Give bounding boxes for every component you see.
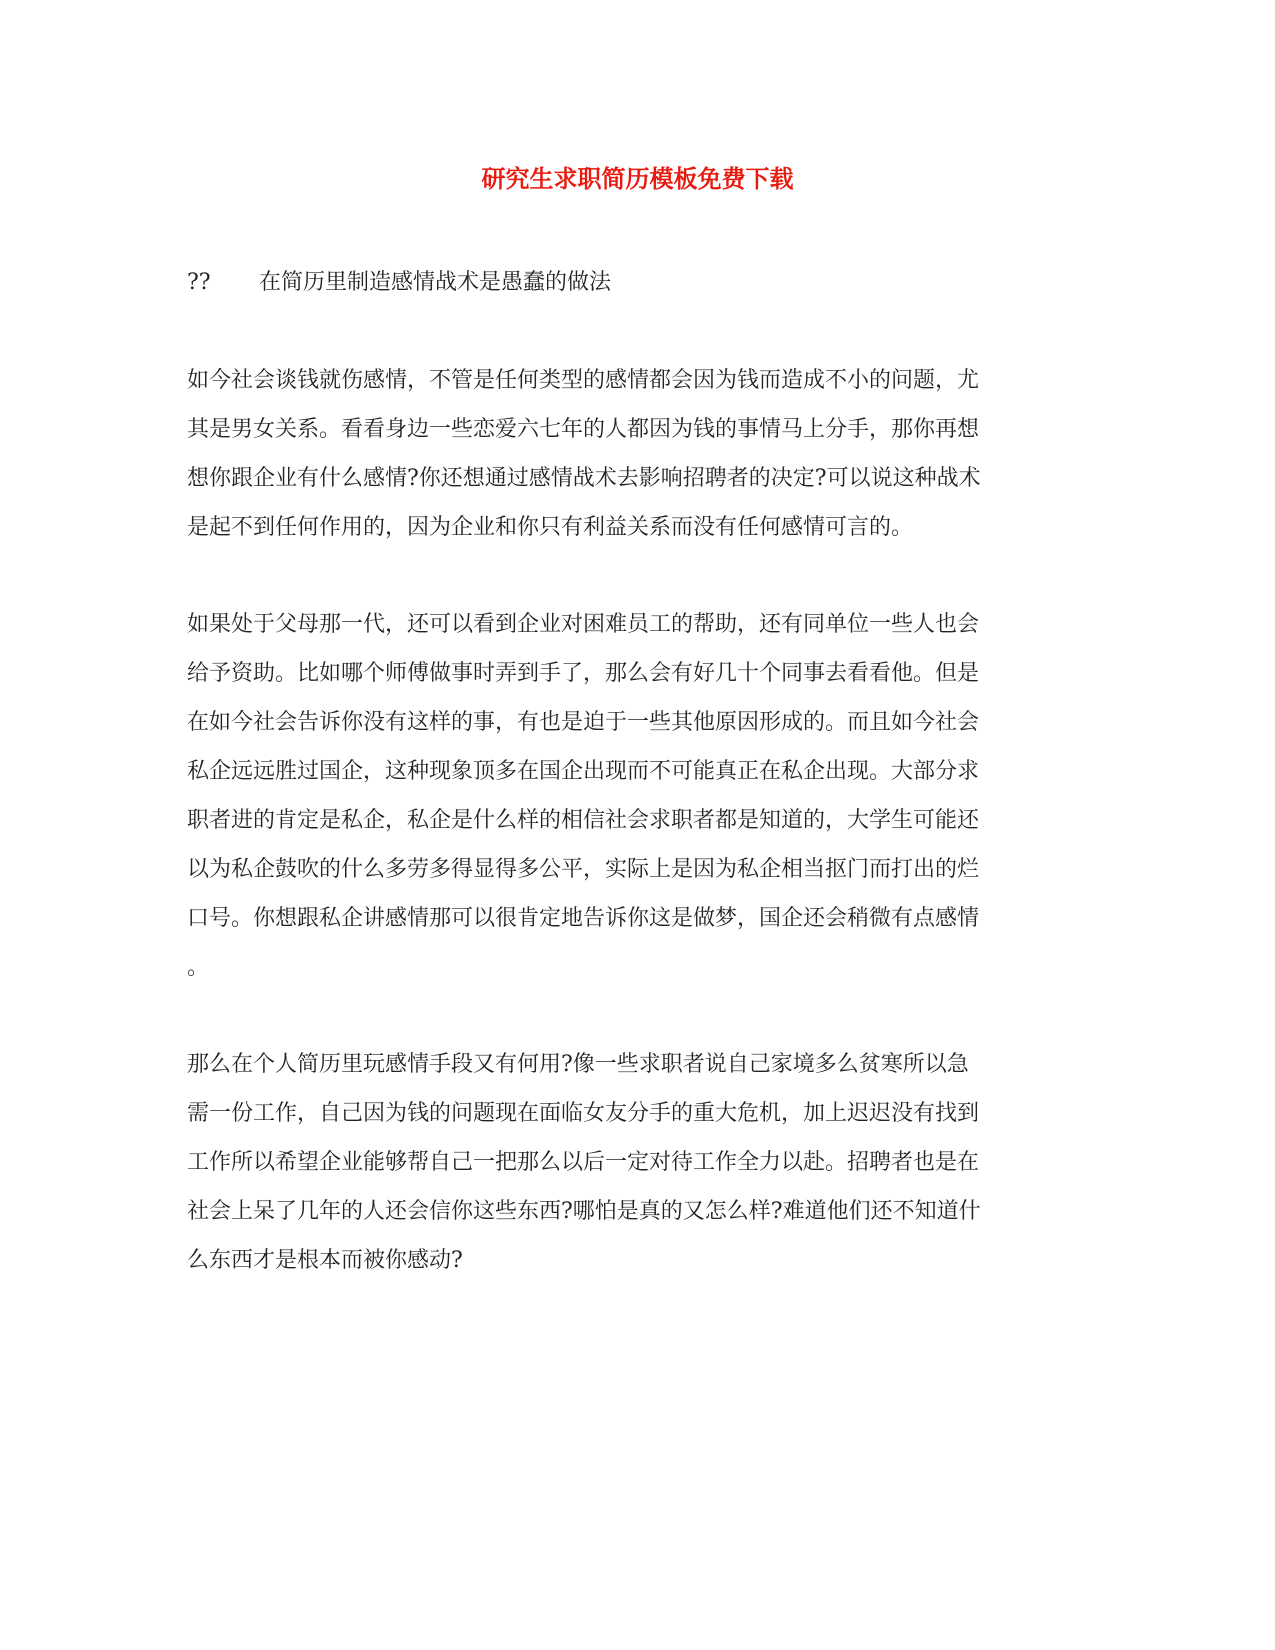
subheading-text: 在简历里制造感情战术是愚蠢的做法 xyxy=(259,270,612,295)
document-title: 研究生求职简历模板免费下载 xyxy=(481,164,794,193)
paragraph-line: 如今社会谈钱就伤感情，不管是任何类型的感情都会因为钱而造成不小的问题，尤 xyxy=(187,368,980,393)
paragraph-line: 那么在个人简历里玩感情手段又有何用?像一些求职者说自己家境多么贫寒所以急 xyxy=(187,1052,969,1077)
paragraph-line: 给予资助。比如哪个师傅做事时弄到手了，那么会有好几十个同事去看看他。但是 xyxy=(187,661,980,686)
paragraph-line: 想你跟企业有什么感情?你还想通过感情战术去影响招聘者的决定?可以说这种战术 xyxy=(187,466,981,491)
subheading-marker: ?? xyxy=(187,270,211,295)
paragraph-line: 么东西才是根本而被你感动? xyxy=(187,1248,463,1273)
section-subheading xyxy=(187,267,611,299)
paragraph-line: 口号。你想跟私企讲感情那可以很肯定地告诉你这是做梦，国企还会稍微有点感情 xyxy=(187,906,980,931)
paragraph-line: 职者进的肯定是私企，私企是什么样的相信社会求职者都是知道的，大学生可能还 xyxy=(187,808,980,833)
paragraph-line: 需一份工作，自己因为钱的问题现在面临女友分手的重大危机，加上迟迟没有找到 xyxy=(187,1101,980,1126)
paragraph-line: 在如今社会告诉你没有这样的事，有也是迫于一些其他原因形成的。而且如今社会 xyxy=(187,710,980,735)
paragraph-line: 工作所以希望企业能够帮自己一把那么以后一定对待工作全力以赴。招聘者也是在 xyxy=(187,1150,980,1175)
paragraph-line: 。 xyxy=(187,955,210,980)
paragraph-1 xyxy=(187,356,1092,552)
paragraph-line: 社会上呆了几年的人还会信你这些东西?哪怕是真的又怎么样?难道他们还不知道什 xyxy=(187,1199,981,1224)
paragraph-line: 私企远远胜过国企，这种现象顶多在国企出现而不可能真正在私企出现。大部分求 xyxy=(187,759,980,784)
paragraph-line: 以为私企鼓吹的什么多劳多得显得多公平，实际上是因为私企相当抠门而打出的烂 xyxy=(187,857,980,882)
paragraph-line: 其是男女关系。看看身边一些恋爱六七年的人都因为钱的事情马上分手，那你再想 xyxy=(187,417,980,442)
paragraph-2 xyxy=(187,600,1092,992)
paragraph-line: 如果处于父母那一代，还可以看到企业对困难员工的帮助，还有同单位一些人也会 xyxy=(187,612,980,637)
paragraph-3 xyxy=(187,1040,1092,1285)
paragraph-line: 是起不到任何作用的，因为企业和你只有利益关系而没有任何感情可言的。 xyxy=(187,515,914,540)
